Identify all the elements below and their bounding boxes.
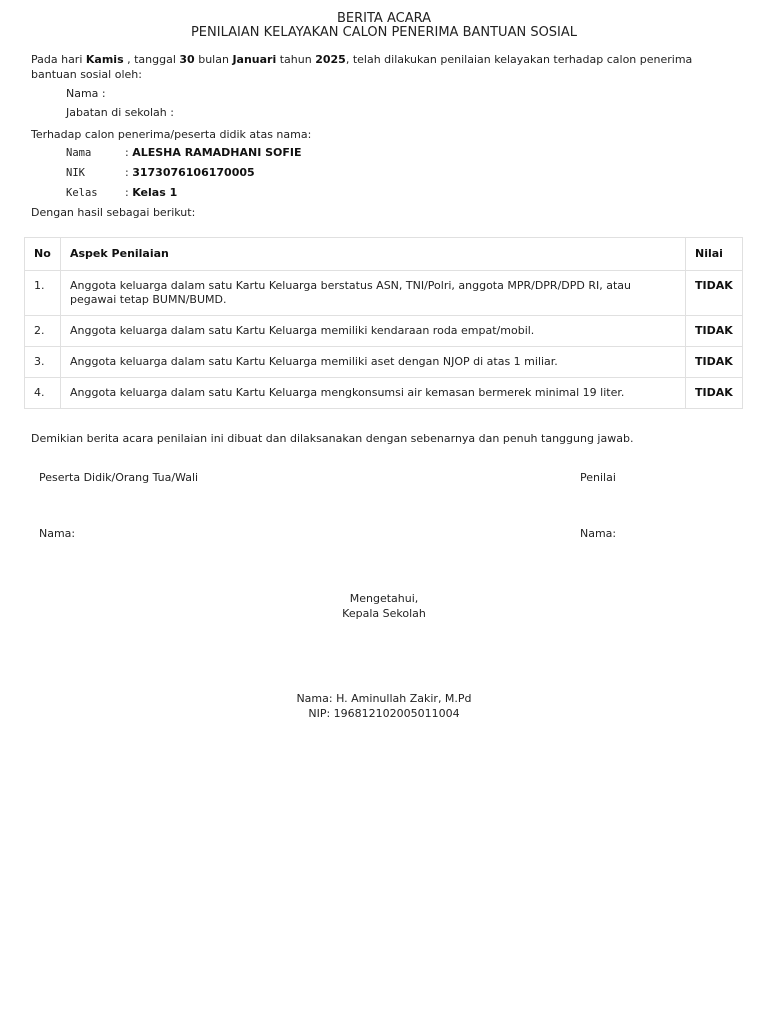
intro-day: Kamis: [85, 53, 124, 66]
signature-right-name: Nama:: [580, 527, 617, 540]
table-row: [25, 378, 743, 409]
recipient-class-value: Kelas 1: [132, 186, 178, 199]
document-subtitle: PENILAIAN KELAYAKAN CALON PENERIMA BANTUAN SOSIAL: [190, 25, 578, 40]
table-row: [25, 347, 743, 378]
row-no: 1.: [25, 271, 61, 316]
row-aspek: Anggota keluarga dalam satu Kartu Keluarga memiliki kendaraan roda empat/mobil.: [61, 316, 686, 347]
intro-month: Januari: [232, 53, 277, 66]
row-nilai: TIDAK: [686, 271, 743, 316]
row-no: 4.: [25, 378, 61, 409]
intro-text-3: bulan: [194, 53, 233, 66]
table-row: [25, 271, 743, 316]
separator: :: [125, 186, 133, 199]
headmaster-name: Nama: H. Aminullah Zakir, M.Pd: [296, 692, 472, 705]
signature-right-role: Penilai: [580, 471, 616, 484]
headmaster-nip: NIP: 196812102005011004: [308, 707, 460, 720]
recipient-nik-row: [66, 166, 255, 179]
intro-text-5: , telah dilakukan penilaian kelayakan terhadap calon penerima bantuan sosial oleh:: [31, 53, 693, 81]
intro-text-2: , tanggal: [123, 53, 180, 66]
intro-paragraph: [31, 52, 731, 82]
headmaster-acknowledge: Mengetahui,: [349, 592, 419, 605]
separator: :: [125, 146, 133, 159]
intro-text-1: Pada hari: [31, 53, 86, 66]
header-nilai: Nilai: [686, 238, 743, 271]
assessor-position-label: Jabatan di sekolah :: [66, 106, 174, 119]
signature-left-role: Peserta Didik/Orang Tua/Wali: [39, 471, 199, 484]
recipient-nik-label: NIK: [66, 167, 85, 179]
table-header-row: [25, 238, 743, 271]
row-aspek: Anggota keluarga dalam satu Kartu Keluarga mengkonsumsi air kemasan bermerek minimal 19 liter.: [61, 378, 686, 409]
assessment-table: [24, 237, 743, 409]
header-no: No: [25, 238, 61, 271]
recipient-name-row: [66, 146, 302, 159]
closing-statement: Demikian berita acara penilaian ini dibuat dan dilaksanakan dengan sebenarnya dan penuh tanggung jawab.: [31, 432, 634, 445]
row-aspek: Anggota keluarga dalam satu Kartu Keluarga berstatus ASN, TNI/Polri, anggota MPR/DPR/DPD RI, atau pegawai tetap BUMN/BUMD.: [61, 271, 686, 316]
intro-year: 2025: [315, 53, 346, 66]
row-nilai: TIDAK: [686, 378, 743, 409]
recipient-name-value: ALESHA RAMADHANI SOFIE: [132, 146, 302, 159]
assessor-name-label: Nama :: [66, 87, 106, 100]
intro-text-4: tahun: [276, 53, 316, 66]
results-intro: Dengan hasil sebagai berikut:: [31, 206, 196, 219]
recipient-name-label: Nama: [66, 147, 92, 159]
table-row: [25, 316, 743, 347]
recipient-intro: Terhadap calon penerima/peserta didik atas nama:: [31, 128, 312, 141]
header-aspek: Aspek Penilaian: [61, 238, 686, 271]
intro-date: 30: [179, 53, 195, 66]
row-nilai: TIDAK: [686, 347, 743, 378]
separator: :: [125, 166, 133, 179]
signature-left-name: Nama:: [39, 527, 76, 540]
document-title: BERITA ACARA: [337, 11, 431, 26]
row-no: 2.: [25, 316, 61, 347]
headmaster-role: Kepala Sekolah: [342, 607, 426, 620]
recipient-class-row: [66, 186, 177, 199]
recipient-nik-value: 3173076106170005: [132, 166, 255, 179]
row-aspek: Anggota keluarga dalam satu Kartu Keluarga memiliki aset dengan NJOP di atas 1 miliar.: [61, 347, 686, 378]
recipient-class-label: Kelas: [66, 187, 98, 199]
row-nilai: TIDAK: [686, 316, 743, 347]
row-no: 3.: [25, 347, 61, 378]
